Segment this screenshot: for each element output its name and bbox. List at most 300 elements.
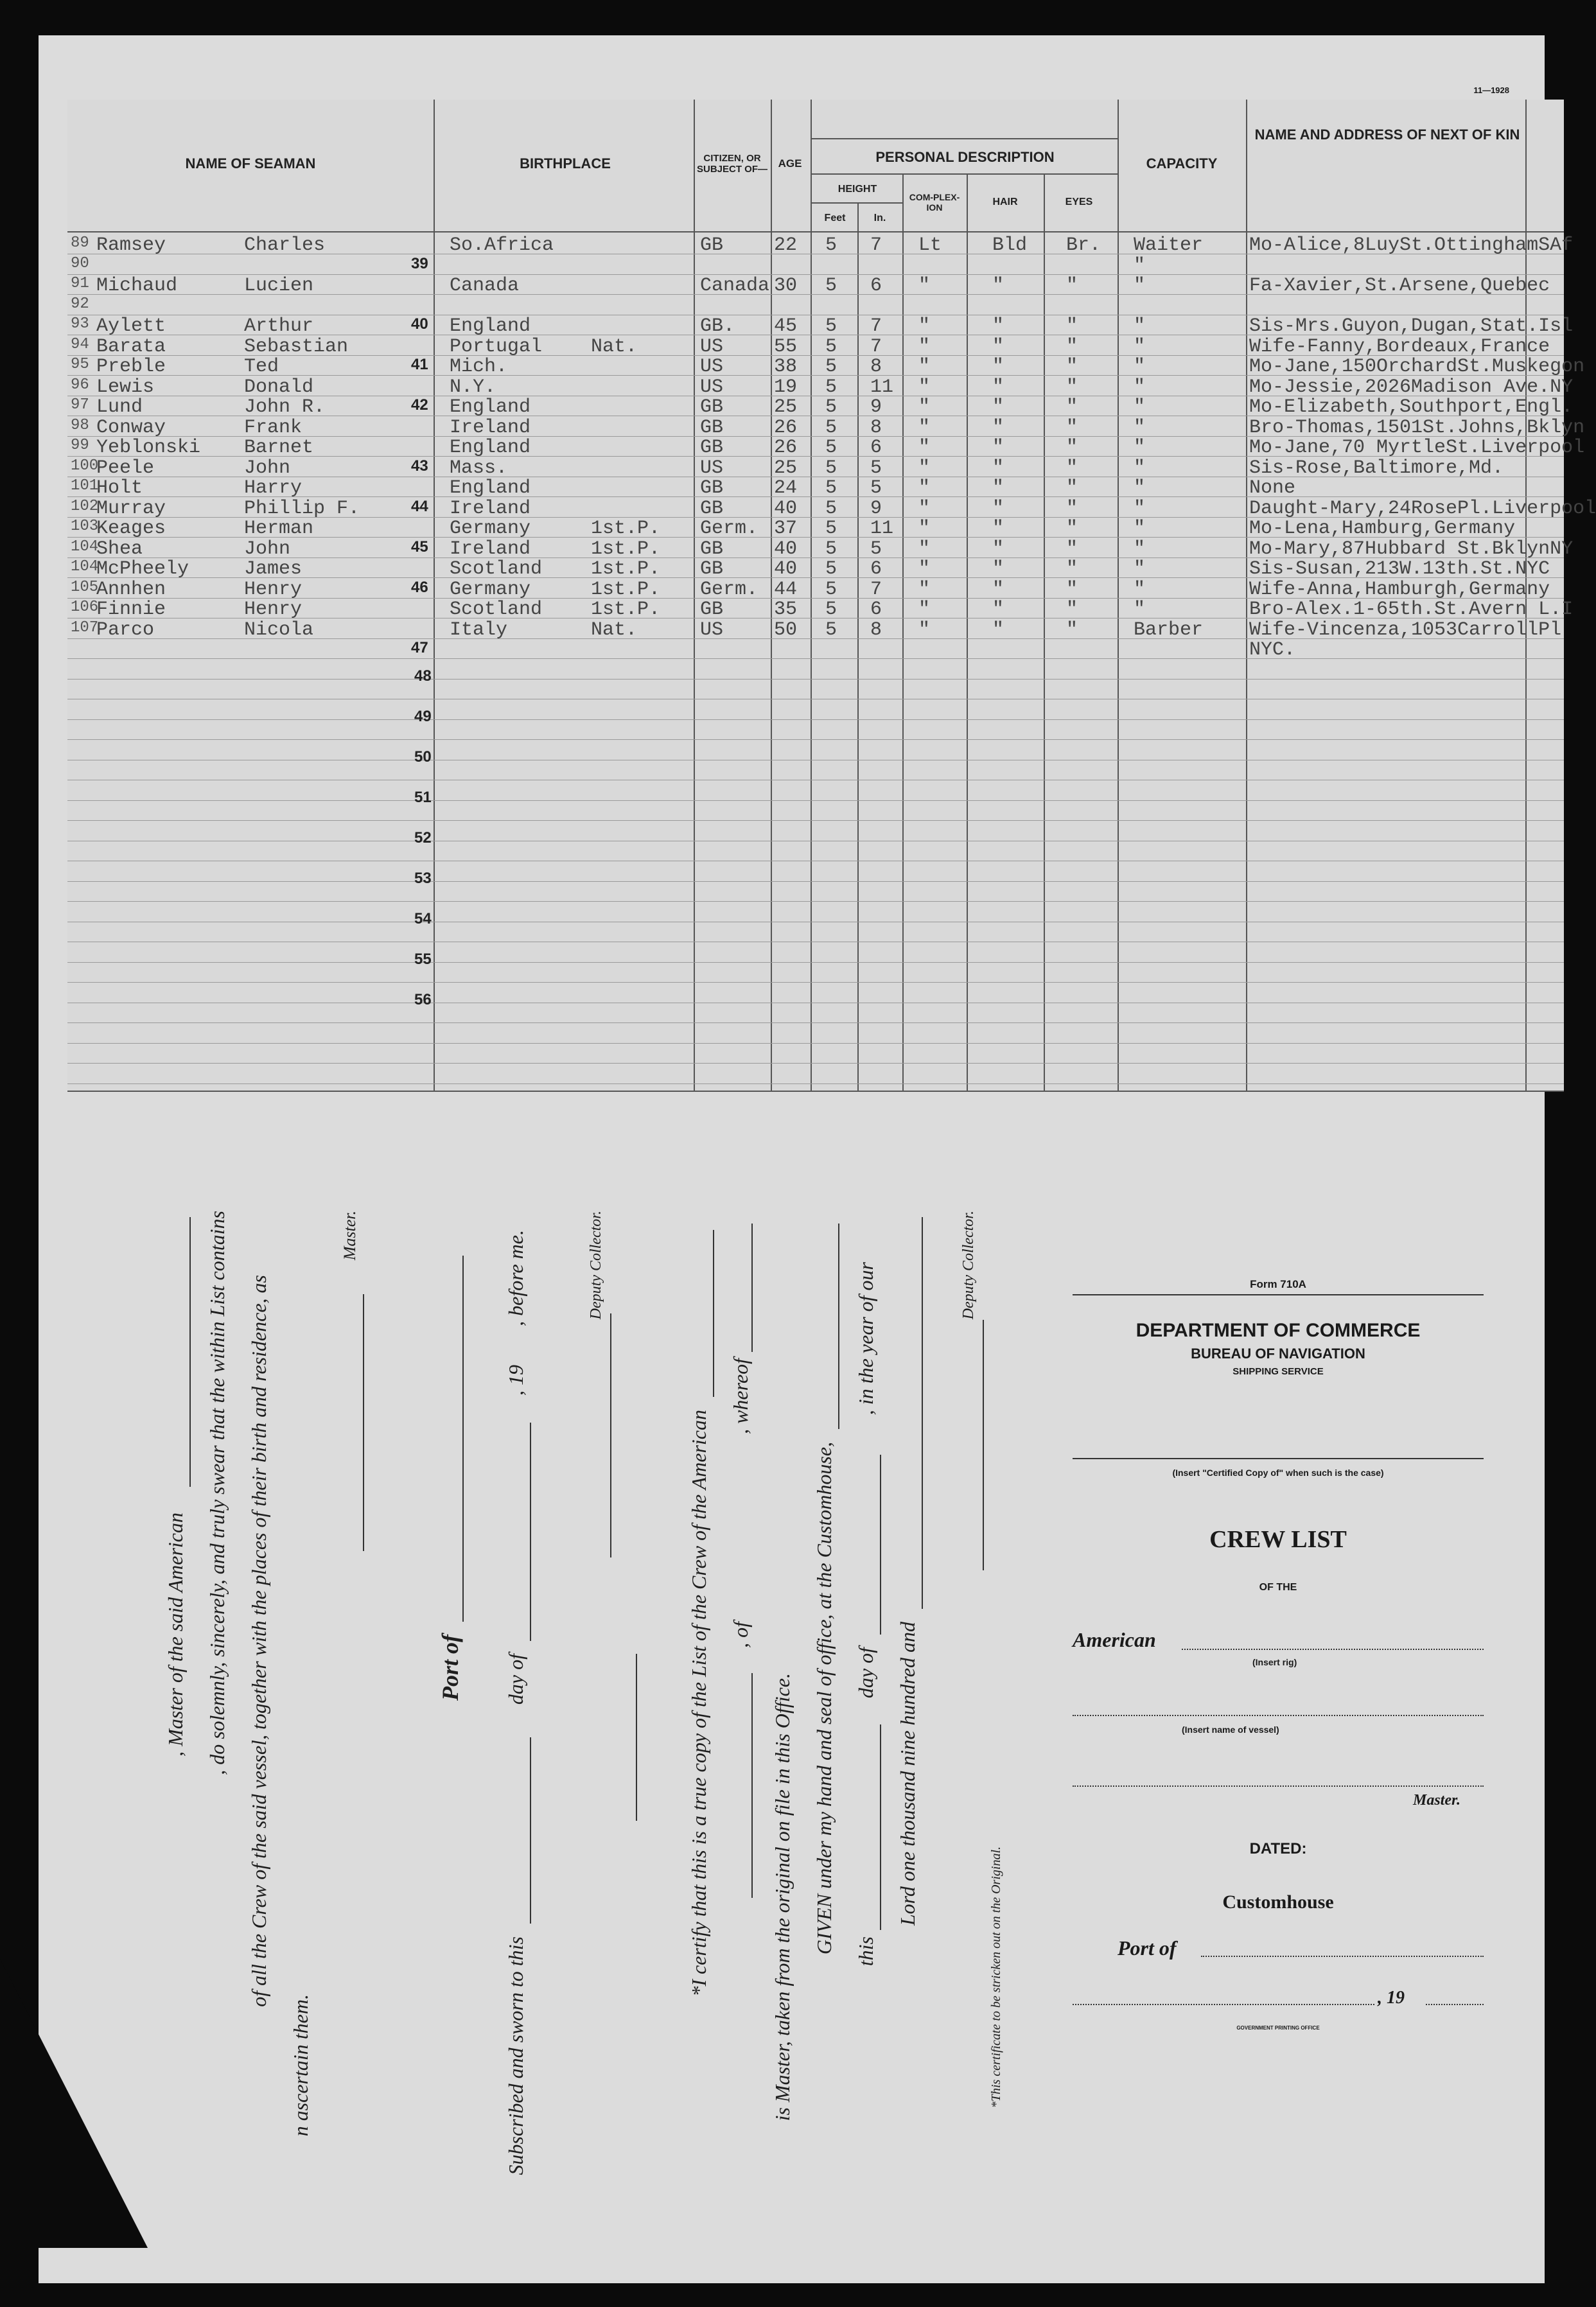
cell-ft: 5 (825, 477, 837, 499)
year-19-text: , 19 (504, 1365, 527, 1396)
cell-comp: " (918, 457, 931, 479)
cell-last: Keages (96, 518, 166, 539)
cell-kin: Mo-Lena,Hamburg,Germany (1249, 518, 1516, 539)
cell-nat: Nat. (591, 335, 638, 358)
cell-last: Preble (96, 356, 166, 378)
cell-comp: " (918, 518, 931, 539)
crew-table (67, 100, 1596, 1092)
cell-age: 37 (774, 518, 798, 539)
cell-first: Lucien (244, 275, 314, 297)
cell-num: 92 (71, 295, 89, 313)
cell-first: Phillip F. (244, 497, 360, 520)
ruled-line (67, 1043, 1564, 1044)
cell-birth: England (450, 437, 531, 459)
year-19-form: , 19 (1378, 1988, 1405, 2008)
cell-eyes: " (1066, 618, 1078, 641)
cell-cit: US (700, 376, 724, 398)
header-citizen: CITIZEN, OR SUBJECT OF— (696, 152, 767, 175)
cell-in: 7 (870, 234, 882, 256)
table-row (67, 416, 1585, 439)
cell-comp: " (918, 396, 931, 418)
cell-kin: Wife-Vincenza,1053CarrollPl (1249, 618, 1562, 641)
footnote-text: *This certificate to be stricken out on the Original. (989, 1846, 1003, 2109)
cell-in: 6 (870, 558, 882, 580)
certified-note: (Insert "Certified Copy of" when such is the case) (1172, 1468, 1384, 1478)
cell-ft: 5 (825, 416, 837, 439)
oath-line-1: , Master of the said American (164, 1513, 187, 1757)
cell-cap: " (1134, 457, 1146, 479)
cell-cit: GB. (700, 315, 735, 337)
cell-first: Ted (244, 356, 279, 378)
cell-hair: " (992, 599, 1004, 620)
cell-last: Michaud (96, 275, 178, 297)
day-of-text: day of (504, 1654, 527, 1705)
cell-birth: Ireland (450, 497, 531, 520)
cell-hair: " (992, 437, 1004, 459)
cell-birth: Mass. (450, 457, 508, 479)
cell-first: Sebastian (244, 335, 349, 358)
cell-first: John R. (244, 396, 326, 418)
ruled-line (67, 901, 1564, 902)
cell-comp: " (918, 416, 931, 439)
oath-line-4: n ascertain them. (289, 1994, 312, 2137)
row-divider (811, 138, 1118, 139)
cell-first: Arthur (244, 315, 314, 337)
cell-comp: " (918, 578, 931, 601)
torn-corner (0, 1959, 148, 2248)
cell-num: 104 (71, 538, 99, 556)
cell-cap: " (1134, 518, 1146, 539)
cell-first: Donald (244, 376, 314, 398)
port-of-line (462, 1256, 464, 1622)
cell-last: Lewis (96, 376, 155, 398)
cell-last: Annhen (96, 578, 166, 601)
cell-birth: Mich. (450, 356, 508, 378)
cell-comp: " (918, 538, 931, 560)
header-complexion: COM-PLEX-ION (909, 191, 960, 213)
header-age: AGE (778, 157, 802, 170)
cell-cap: " (1134, 396, 1146, 418)
ruled-line (67, 800, 1564, 801)
cell-nat: 1st.P. (591, 599, 661, 620)
header-height: HEIGHT (837, 183, 877, 195)
cell-eyes: " (1066, 538, 1078, 560)
deputy-collector-2: Deputy Collector. (960, 1211, 977, 1320)
whereof-line (751, 1224, 753, 1352)
table-row (67, 376, 1574, 398)
cell-ft: 5 (825, 518, 837, 539)
month-line (530, 1423, 531, 1641)
table-row (67, 457, 1564, 478)
table-row (67, 234, 1574, 256)
rig-line (1182, 1649, 1484, 1651)
cell-birth: Scotland (450, 599, 543, 620)
cell-eyes: " (1066, 599, 1078, 620)
of-line (751, 1673, 753, 1898)
cell-kin: Mo-Alice,8LuySt.OttinghamSAf (1249, 234, 1574, 256)
cell-ft: 5 (825, 335, 837, 358)
cell-kin: Mo-Jane,150OrchardSt.Muskegon (1249, 356, 1585, 378)
cell-last: Peele (96, 457, 155, 479)
header-birthplace: BIRTHPLACE (520, 155, 611, 172)
fill-line (189, 1217, 191, 1487)
cell-birth: England (450, 477, 531, 499)
cell-in: 9 (870, 497, 882, 520)
cell-first: John (244, 538, 291, 560)
cell-first: Barnet (244, 437, 314, 459)
corner-mark: 11—1928 (1473, 85, 1509, 95)
cell-cap: " (1134, 437, 1146, 459)
cell-cap: " (1134, 578, 1146, 601)
cell-hair: Bld (992, 234, 1028, 256)
cell-age: 55 (774, 335, 798, 358)
cell-in: 6 (870, 599, 882, 620)
cell-ft: 5 (825, 558, 837, 580)
form-number: Form 710A (1250, 1278, 1306, 1290)
cell-age: 26 (774, 416, 798, 439)
cell-comp: " (918, 558, 931, 580)
cell-cap: " (1134, 497, 1146, 520)
cell-age: 38 (774, 356, 798, 378)
cell-hair: " (992, 518, 1004, 539)
header-kin: NAME AND ADDRESS OF NEXT OF KIN (1254, 127, 1520, 143)
cell-birth: So.Africa (450, 234, 554, 256)
cell-age: 30 (774, 275, 798, 297)
cell-nat: 1st.P. (591, 558, 661, 580)
ruled-line (67, 1022, 1564, 1023)
cell-cap: " (1134, 356, 1146, 378)
cell-age: 22 (774, 234, 798, 256)
cell-ft: 5 (825, 315, 837, 337)
cell-num: 89 (71, 234, 89, 252)
cell-eyes: " (1066, 518, 1078, 539)
cell-cap: " (1134, 376, 1146, 398)
cell-comp: " (918, 376, 931, 398)
table-row (67, 315, 1574, 337)
cell-last: Barata (96, 335, 166, 358)
master-sign-line (363, 1294, 364, 1551)
cell-ft: 5 (825, 599, 837, 620)
ruled-line (67, 962, 1564, 963)
cell-num: 103 (71, 518, 99, 535)
cell-cit: GB (700, 416, 724, 439)
of-the-label: OF THE (1259, 1582, 1297, 1593)
cell-line: 41 (411, 356, 428, 373)
cell-first: Henry (244, 599, 303, 620)
cell-birth: Germany (450, 578, 531, 601)
table-bottom-rule (67, 1091, 1564, 1092)
port-of-form-label: Port of (1118, 1936, 1177, 1960)
cell-in: 6 (870, 275, 882, 297)
header-feet: Feet (824, 212, 846, 224)
cell-in: 9 (870, 396, 882, 418)
cell-in: 11 (870, 376, 894, 398)
header-eyes: EYES (1065, 196, 1093, 207)
lord-text: Lord one thousand nine hundred and (896, 1622, 919, 1926)
crew-list-title: CREW LIST (1209, 1526, 1347, 1553)
deputy-sign-line-2 (983, 1320, 984, 1570)
cell-age: 40 (774, 497, 798, 520)
cell-hair: " (992, 497, 1004, 520)
cell-hair: " (992, 275, 1004, 297)
cell-last: McPheely (96, 558, 189, 580)
cell-eyes: " (1066, 356, 1078, 378)
cell-hair: " (992, 457, 1004, 479)
cell-ft: 5 (825, 578, 837, 601)
american-label: American (1073, 1628, 1156, 1651)
cell-in: 8 (870, 618, 882, 641)
cell-num: 90 (71, 254, 89, 272)
cell-last: Murray (96, 497, 166, 520)
cell-cit: US (700, 457, 724, 479)
table-row (67, 295, 1564, 316)
cell-nat: 1st.P. (591, 518, 661, 539)
cell-hair: " (992, 416, 1004, 439)
header-hair: HAIR (992, 196, 1018, 207)
table-row (67, 396, 1574, 418)
deputy-collector-1: Deputy Collector. (588, 1211, 604, 1320)
oath-line-2: , do solemnly, sincerely, and truly swear that the within List contains (206, 1211, 229, 1775)
cell-first: Herman (244, 518, 314, 539)
cell-comp: " (918, 618, 931, 641)
cell-kin: Sis-Mrs.Guyon,Dugan,Stat.Isl (1249, 315, 1574, 337)
master-label-form: Master. (1413, 1792, 1461, 1809)
blank-line-number: 49 (414, 707, 432, 725)
this-text: this (854, 1936, 877, 1967)
cell-num: 99 (71, 437, 89, 454)
blank-line-number: 52 (414, 829, 432, 846)
cell-hair: " (992, 538, 1004, 560)
cell-eyes: Br. (1066, 234, 1101, 256)
cell-cit: US (700, 618, 724, 641)
blank-line-number: 51 (414, 788, 432, 806)
certify-line (713, 1230, 714, 1397)
header-name: NAME OF SEAMAN (185, 155, 316, 172)
cell-num: 102 (71, 497, 99, 515)
oath-certificate (103, 1211, 1066, 2238)
table-row (67, 477, 1564, 498)
cell-ft: 5 (825, 618, 837, 641)
cell-cit: GB (700, 538, 724, 560)
day-of-text-2: day of (854, 1647, 877, 1699)
dated-label: DATED: (1249, 1840, 1307, 1857)
cell-ft: 5 (825, 457, 837, 479)
table-row (67, 518, 1564, 538)
cell-eyes: " (1066, 335, 1078, 358)
cell-ft: 5 (825, 275, 837, 297)
cell-in: 8 (870, 416, 882, 439)
cell-last: Lund (96, 396, 143, 418)
cell-cit: GB (700, 558, 724, 580)
cell-eyes: " (1066, 578, 1078, 601)
cell-birth: England (450, 315, 531, 337)
cell-eyes: " (1066, 315, 1078, 337)
cell-first: Charles (244, 234, 326, 256)
cell-first: Henry (244, 578, 303, 601)
cell-nat: 1st.P. (591, 578, 661, 601)
cell-hair: " (992, 578, 1004, 601)
blank-line-number: 48 (414, 667, 432, 685)
blank-line-number: 53 (414, 869, 432, 887)
header-capacity: CAPACITY (1146, 155, 1218, 172)
given-line (838, 1224, 839, 1429)
table-row (67, 639, 1564, 660)
cell-kin: NYC. (1249, 639, 1296, 661)
ruled-line (67, 1083, 1564, 1084)
cell-first: James (244, 558, 303, 580)
cell-in: 7 (870, 578, 882, 601)
cell-birth: Italy (450, 618, 508, 641)
subscribed-day-line (530, 1737, 531, 1924)
cell-cit: Canada (700, 275, 770, 297)
port-of-label: Port of (437, 1635, 463, 1701)
cell-cit: GB (700, 477, 724, 499)
cell-in: 11 (870, 518, 894, 539)
cell-line: 45 (411, 538, 428, 556)
cell-in: 6 (870, 437, 882, 459)
cell-ft: 5 (825, 538, 837, 560)
certified-line (1073, 1458, 1484, 1459)
cell-last: Shea (96, 538, 143, 560)
cell-kin: None (1249, 477, 1296, 499)
row-divider (811, 173, 1118, 175)
cell-num: 91 (71, 275, 89, 292)
cell-birth: Ireland (450, 416, 531, 439)
cell-ft: 5 (825, 376, 837, 398)
cell-birth: Ireland (450, 538, 531, 560)
cell-eyes: " (1066, 558, 1078, 580)
cell-num: 98 (71, 416, 89, 434)
cell-eyes: " (1066, 396, 1078, 418)
cell-birth: Germany (450, 518, 531, 539)
cell-num: 94 (71, 335, 89, 353)
port-line-form (1201, 1956, 1484, 1958)
cell-hair: " (992, 558, 1004, 580)
cell-hair: " (992, 356, 1004, 378)
cell-kin: Sis-Rose,Baltimore,Md. (1249, 457, 1504, 479)
cell-last: Holt (96, 477, 143, 499)
master-line (1073, 1785, 1484, 1788)
form-cover-panel (1053, 1243, 1503, 2078)
cell-birth: Scotland (450, 558, 543, 580)
cell-ft: 5 (825, 356, 837, 378)
cell-age: 25 (774, 396, 798, 418)
in-year-text: , in the year of our (854, 1262, 877, 1416)
cell-cap: " (1134, 416, 1146, 439)
day-line-2 (880, 1455, 881, 1635)
blank-line-number: 56 (414, 990, 432, 1008)
cell-num: 101 (71, 477, 99, 495)
master-label: Master. (340, 1211, 359, 1261)
cell-cit: GB (700, 497, 724, 520)
table-row (67, 275, 1564, 295)
divider-bar (636, 1654, 637, 1821)
cell-in: 7 (870, 315, 882, 337)
ruled-line (67, 739, 1564, 740)
header-personal: PERSONAL DESCRIPTION (875, 149, 1055, 166)
cell-age: 44 (774, 578, 798, 601)
year-line-form (1426, 2004, 1484, 2006)
cell-nat: Nat. (591, 618, 638, 641)
of-text: , of (729, 1622, 752, 1648)
cell-cit: GB (700, 396, 724, 418)
cell-age: 40 (774, 558, 798, 580)
table-row (67, 336, 1564, 356)
cell-eyes: " (1066, 376, 1078, 398)
blank-line-number: 50 (414, 748, 432, 766)
cell-cap: " (1134, 477, 1146, 499)
document-sheet (39, 35, 1596, 2283)
cell-age: 26 (774, 437, 798, 459)
cell-line: 42 (411, 396, 428, 414)
department-title: DEPARTMENT OF COMMERCE (1136, 1320, 1421, 1341)
cell-line: 40 (411, 315, 428, 333)
deputy-sign-line-1 (610, 1313, 611, 1557)
cell-hair: " (992, 376, 1004, 398)
cell-last: Yeblonski (96, 437, 201, 459)
cell-cit: GB (700, 234, 724, 256)
table-row (67, 356, 1585, 378)
ruled-line (67, 1063, 1564, 1064)
table-row (67, 255, 1564, 276)
cell-line: 47 (411, 639, 428, 656)
bureau-title: BUREAU OF NAVIGATION (1191, 1346, 1365, 1362)
cell-birth: N.Y. (450, 376, 496, 398)
cell-nat: 1st.P. (591, 538, 661, 560)
cell-in: 7 (870, 335, 882, 358)
header-in: In. (873, 212, 886, 224)
cell-comp: " (918, 315, 931, 337)
is-master-text: is Master, taken from the original on file in this Office. (771, 1673, 794, 2121)
cell-ft: 5 (825, 497, 837, 520)
cell-kin: Mo-Jane,70 MyrtleSt.Liverpool (1249, 437, 1585, 459)
cell-num: 95 (71, 356, 89, 373)
cell-kin: Wife-Anna,Hamburgh,Germany (1249, 578, 1550, 601)
cell-cit: US (700, 356, 724, 378)
date-line-form (1073, 2004, 1374, 2006)
cell-last: Finnie (96, 599, 166, 620)
cell-cap: " (1134, 599, 1146, 620)
cell-cap: " (1134, 538, 1146, 560)
cell-eyes: " (1066, 497, 1078, 520)
cell-num: 100 (71, 457, 99, 475)
cell-line: 46 (411, 578, 428, 596)
cell-hair: " (992, 396, 1004, 418)
cell-comp: " (918, 599, 931, 620)
cell-cit: GB (700, 437, 724, 459)
cell-hair: " (992, 618, 1004, 641)
cell-hair: " (992, 477, 1004, 499)
cell-cit: Germ. (700, 578, 759, 601)
cell-kin: Bro-Alex.1-65th.St.Avern L.I (1249, 599, 1574, 620)
blank-line-number: 54 (414, 909, 432, 927)
cell-eyes: " (1066, 437, 1078, 459)
cell-num: 106 (71, 599, 99, 616)
cell-last: Conway (96, 416, 166, 439)
customhouse-label: Customhouse (1222, 1891, 1334, 1913)
cell-kin: Sis-Susan,213W.13th.St.NYC (1249, 558, 1550, 580)
cell-comp: " (918, 335, 931, 358)
cell-num: 97 (71, 396, 89, 414)
table-row (67, 619, 1564, 640)
cell-cap: " (1134, 335, 1146, 358)
blank-line-number: 55 (414, 950, 432, 968)
cell-in: 5 (870, 457, 882, 479)
cell-first: Nicola (244, 618, 314, 641)
cell-eyes: " (1066, 477, 1078, 499)
cell-line: 44 (411, 497, 428, 515)
cell-comp: Lt (918, 234, 942, 256)
